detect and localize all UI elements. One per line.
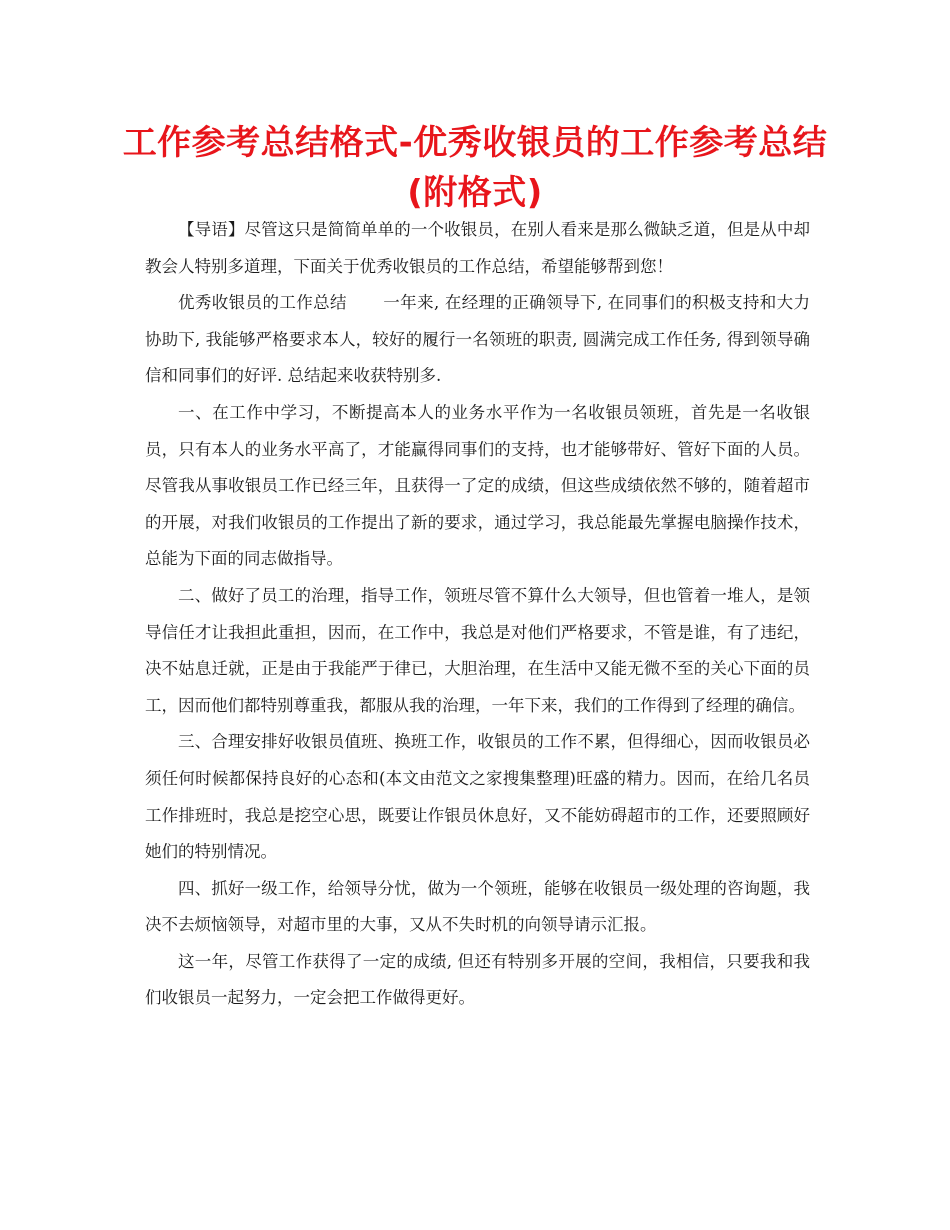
point-one-paragraph: 一、在工作中学习，不断提高本人的业务水平作为一名收银员领班，首先是一名收银员，只有本人的业务水平高了，才能赢得同事们的支持，也才能够带好、管好下面的人员。尽管我从事收银员工作已经三年，且获得一了定的成绩，但这些成绩依然不够的，随着超市的开展，对我们收银员的工作提出了新的要求，通过学习，我总能最先掌握电脑操作技术，总能为下面的同志做指导。 <box>145 402 810 569</box>
document-title: 工作参考总结格式-优秀收银员的工作参考总结(附格式) <box>122 123 828 213</box>
point-four-paragraph: 四、抓好一级工作，给领导分忧，做为一个领班，能够在收银员一级处理的咨询题，我决不去烦恼领导，对超市里的大事，又从不失时机的向领导请示汇报。 <box>145 878 810 935</box>
intro-paragraph: 【导语】尽管这只是简简单单的一个收银员，在别人看来是那么微缺乏道，但是从中却教会人特别多道理，下面关于优秀收银员的工作总结，希望能够帮到您！ <box>145 220 810 276</box>
section-heading: 优秀收银员的工作总结 <box>178 293 347 313</box>
point-two-paragraph: 二、做好了员工的治理，指导工作，领班尽管不算什么大领导，但也管着一堆人，是领导信任才让我担此重担，因而，在工作中，我总是对他们严格要求，不管是谁，有了违纪，决不姑息迁就，正是由于我能严于律已，大胆治理，在生活中又能无微不至的关心下面的员工，因而他们都特别尊重我，都服从我的治理，一年下来，我们的工作得到了经理的确信。 <box>145 585 810 715</box>
summary-paragraph <box>145 285 810 395</box>
document-body <box>145 212 810 1017</box>
summary-text: 一年来, 在经理的正确领导下, 在同事们的积极支持和大力协助下, 我能够严格要求本人，较好的履行一名领班的职责, 圆满完成工作任务, 得到领导确信和同事们的好评. 总结起来收获特别多. <box>145 293 811 386</box>
point-three-paragraph: 三、合理安排好收银员值班、换班工作，收银员的工作不累，但得细心，因而收银员必须任何时候都保持良好的心态和(本文由范文之家搜集整理)旺盛的精力。因而，在给几名员工作排班时，我总是挖空心思，既要让作银员休息好，又不能妨碍超市的工作，还要照顾好她们的特别情况。 <box>145 732 810 862</box>
closing-paragraph: 这一年，尽管工作获得了一定的成绩, 但还有特别多开展的空间，我相信，只要我和我们收银员一起努力，一定会把工作做得更好。 <box>145 951 810 1008</box>
